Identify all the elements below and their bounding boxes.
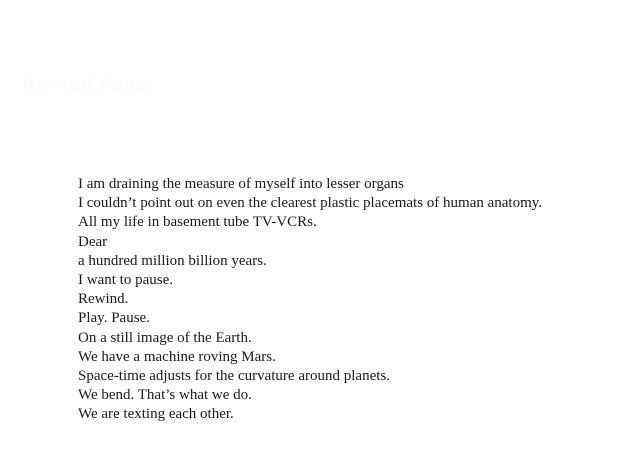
poem-line: I couldn’t point out on even the clearest plastic placemats of human anatomy. — [78, 195, 543, 212]
poem-line: Rewind. — [78, 291, 129, 308]
poem-line: a hundred million billion years. — [78, 252, 267, 269]
faint-title: Rewind Pause — [22, 74, 155, 96]
poem-line: We are texting each other. — [78, 406, 234, 423]
poem-line: Play. Pause. — [78, 310, 150, 327]
poem-line: We bend. That’s what we do. — [78, 387, 252, 404]
poem-line: I am draining the measure of myself into lesser organs — [78, 176, 404, 192]
header-area — [0, 0, 630, 170]
poem-line: All my life in basement tube TV-VCRs. — [78, 214, 317, 231]
poem-line: We have a machine roving Mars. — [78, 348, 276, 365]
poem-line: Space-time adjusts for the curvature around planets. — [78, 367, 390, 384]
poem-body — [78, 175, 618, 424]
poem-line: On a still image of the Earth. — [78, 329, 252, 346]
poem-line: I want to pause. — [78, 271, 173, 288]
poem-line: Dear — [78, 233, 108, 250]
